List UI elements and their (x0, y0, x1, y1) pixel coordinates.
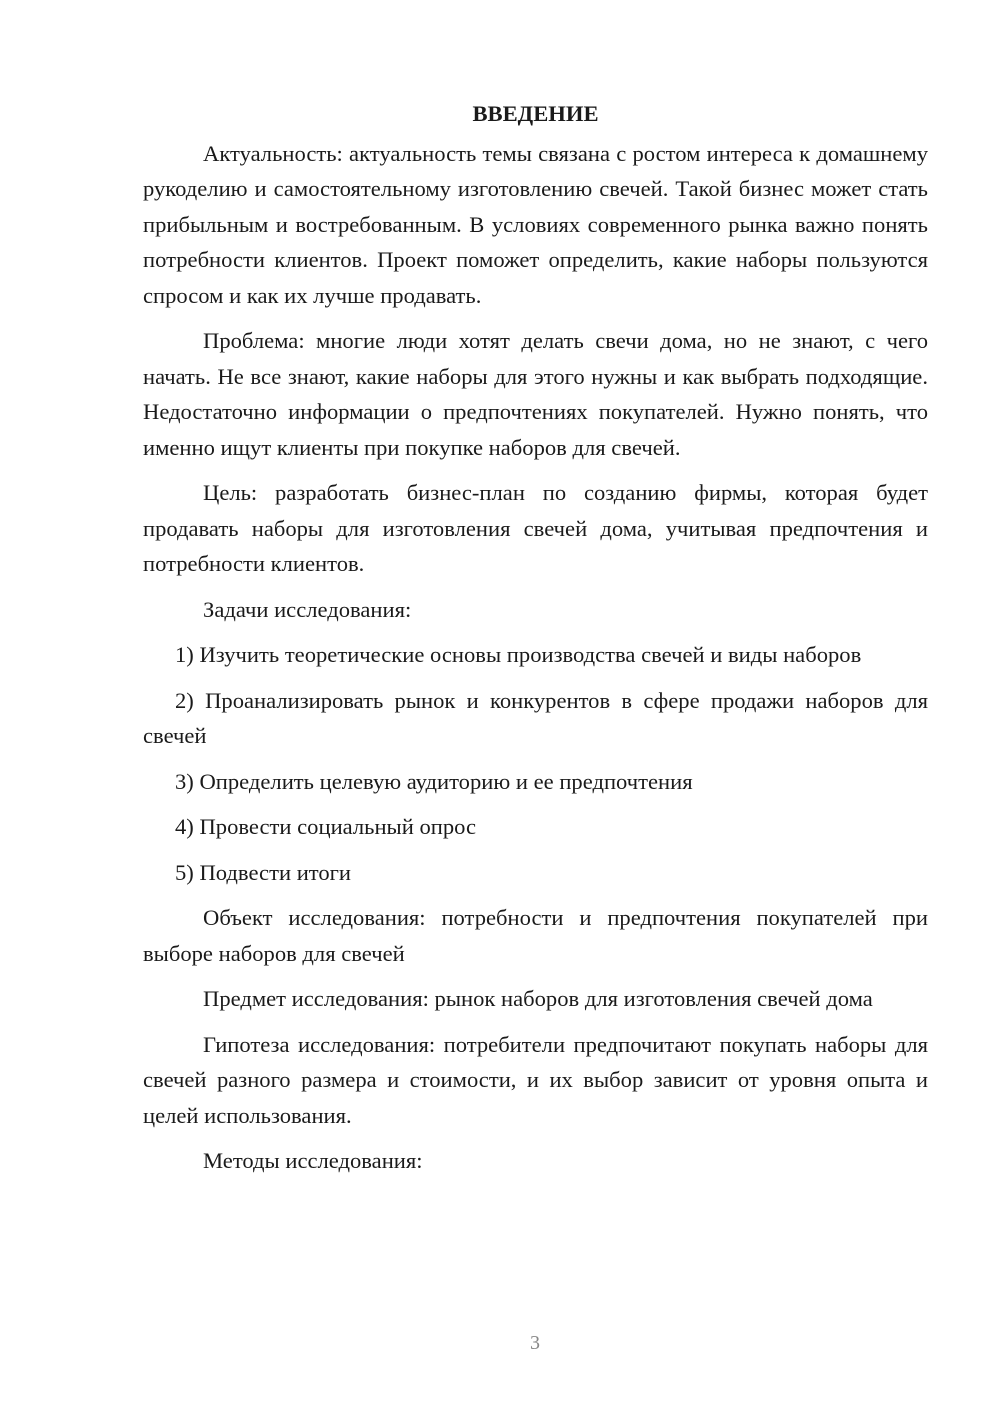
task-item-3: 3) Определить целевую аудиторию и ее предпочтения (175, 768, 693, 794)
task-item-4: 4) Провести социальный опрос (175, 814, 477, 839)
tasks-heading: Задачи исследования: (203, 596, 412, 622)
object-paragraph: Объект исследования: потребности и предпочтения покупателей при выборе наборов для свечей (143, 905, 928, 966)
task-item-2: 2) Проанализировать рынок и конкурентов в сфере продажи наборов для свечей (143, 687, 928, 748)
task-item-1: 1) Изучить теоретические основы производства свечей и виды наборов (175, 642, 862, 667)
page-title: ВВЕДЕНИЕ (472, 101, 599, 126)
relevance-paragraph: Актуальность: актуальность темы связана с ростом интереса к домашнему рукоделию и самостоятельному изготовлению свечей. Такой бизнес может стать прибыльным и востребованным. В условиях современного рынка важно понять потребности клиентов. Проект поможет определить, какие наборы пользуются спросом и как их лучше продавать. (143, 140, 928, 308)
subject-paragraph: Предмет исследования: рынок наборов для изготовления свечей дома (203, 986, 873, 1011)
page-number: 3 (530, 1332, 540, 1354)
problem-paragraph: Проблема: многие люди хотят делать свечи дома, но не знают, с чего начать. Не все знают, какие наборы для этого нужны и как выбрать подходящие. Недостаточно информации о предпочтениях покупателей. Нужно понять, что именно ищут клиенты при покупке наборов для свечей. (143, 328, 928, 460)
task-item-5: 5) Подвести итоги (175, 859, 352, 885)
hypothesis-paragraph: Гипотеза исследования: потребители предпочитают покупать наборы для свечей разного размера и стоимости, и их выбор зависит от уровня опыта и целей использования. (143, 1031, 928, 1128)
goal-paragraph: Цель: разработать бизнес-план по созданию фирмы, которая будет продавать наборы для изготовления свечей дома, учитывая предпочтения и потребности клиентов. (143, 480, 928, 576)
methods-heading: Методы исследования: (203, 1148, 423, 1173)
page-body (143, 96, 928, 1189)
